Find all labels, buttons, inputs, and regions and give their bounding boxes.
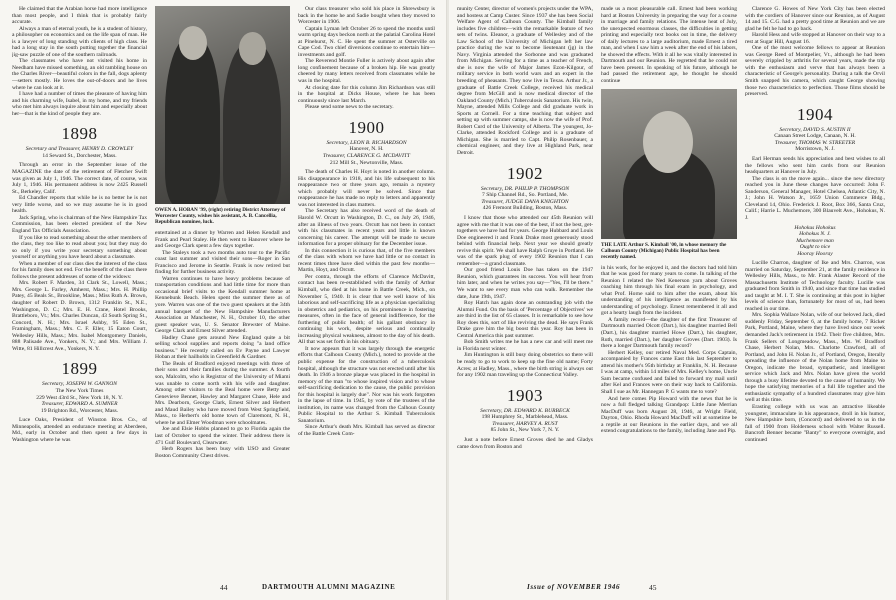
class-year-heading: 1902 [507,163,543,183]
treasurer-line: Treasurer, HARVEY A. RUST [492,420,558,427]
address-line: 19 Brighton Rd., Worcester, Mass. [40,407,119,414]
paragraph: At closing date for this column Jim Richardson was still in the hospital at Dicks House, where he has been continuously since last March. [298,84,435,104]
address-line: 7 Ship Channel Rd., So. Portland, Me. [482,192,568,199]
treasurer-line: Treasurer, EDWARD A. SUMNER [41,401,118,408]
running-footer: DARTMOUTH ALUMNI MAGAZINE [262,583,396,591]
paragraph: Roy Hatch has again done an outstanding job with the Alumni Fund. On the basis of 'Percentage of Objectives' we are third in the list of 65 classes. It is remarkable to see how Roy does this, sort of like reviving the dead. He says Frank Drake gave him the big boost this year. Roy has been in Central America this past summer. [457,300,593,339]
class-year-heading: 1904 [797,104,833,124]
paragraph: Bob Smith writes me he has a new car and will meet me in Florida next winter. [457,339,593,352]
paragraph: Our good friend Louis Doe has taken on the 1947 Reunion, which guarantees its success. You will hear from him later, and when he writes you say—"Yes, I'll be there." We want to see every man who can walk. Remember the date, June 19th, 1947. [457,267,593,300]
verse-line: Hohokus N. J. [799,231,831,237]
paragraph: Earl Herman sends his appreciation and best wishes to all the fellows who sent him cards from our Reunion headquarters at Hanover in July. [745,156,885,176]
address-line: 212 Mill St., Newtonville, Mass. [329,159,404,166]
paragraph: When a member of our class dies the interest of the class for his family does not end. For the benefit of the class there follows the present addresses of some of the widows: [12,260,147,280]
address-line: The New York Times [55,387,104,394]
paragraph: made us a most pleasurable call. Ernest had been working hard at Boston University in preparing the way for a course in marriage and family relations. The intense heat of July, the unexpected enormous classes, the difficulties in getting printing and especially text books out in time, the delivery of daily lectures to a large auditorium, made Ernest a tired man, and when I saw him a week after the end of his labors, he showed the effects. With it all he was vitally interested in Dartmouth and our Reunion. He regretted that he could not have been present. In speaking of his future, although he had passed the retirement age, he thought he should continue [601,6,737,85]
paragraph: If you like to read something about the other members of the class, they too like to read about you; but they may do so only if you write your secretary something about yourself or anything you have heard about a classmate. [12,234,147,261]
right-page [449,0,896,600]
paragraph: Mrs. Sophia Wallace Nolan, wife of our beloved Jack, died suddenly Friday, September 6, at the family home, 7 Ricker Park, Portland, Maine, where they have lived since our week demanded Jack's retirement in 1942. Their five children, Mrs. Frank Sellers of Longmeadow, Mass., Mrs. W. Bradford Chase, Herbert Nolan, Mrs. Charlotte Crawford, all of Portland, and John H. Nolan Jr., of Portland, Oregon, literally spreading the influence of the Nolan home from Maine to Oregon, indicate the broad, sympathetic, and intelligent service which Jack and Mrs. Nolan have given the world through a busy lifetime devoted to the cause of humanity. We hope the satisfying memories of a full life together and the enthusiastic sympathy of a hundred classmates may give him well at this time. [745,312,885,404]
address-line: Morristown, N. J. [795,146,835,153]
paragraph: He claimed that the Arabian horse had more intelligence than most people, and I think that is probably fairly accurate. [12,6,147,26]
running-footer: Issue of NOVEMBER 1946 [527,583,621,591]
paragraph: Warren continues to have heavy problems because of transportation conditions and had little time for more than occasional brief visits to the Kendall summer home at Kennebunk Beach. Helen spent the summer there as of yore. Warren was one of the two guest speakers at the 34th annual banquet of the New Hampshire Manufacturers Association at Manchester, N. H., October 10, the other guest speaker was, U. S. Senator Brewster of Maine. George Clark and Ernest Silver attended. [155,275,290,335]
address-line: 14 Seward St., Dorchester, Mass. [42,152,117,159]
paragraph: And here comes Pip Howard with the news that he is now a full fledged talking Grandpop: Little Jane Merrian MacDuff was born August 28, 1946, at Wright Field, Dayton, Ohio. Rhoda Howard MacDuff will at sometime be a reptile at our Reunions in the earlier days, and we all extend congratulations to the family, including Jane and Pip. [601,395,737,435]
person-face-left [179,26,207,60]
verse-line: Hohokus Hohokus [794,224,836,231]
verse [745,225,885,258]
paragraph: Clarence G. Howes of New York City has been elected with the cordiers of Hanover since our Reunion, as of August 14 and 15. C.G. had a pretty good time at Reunion and we are glad he felt he had to go back. [745,6,885,32]
class-year-heading: 1903 [507,385,543,405]
secretary-line: Secretary, JOSEPH W. GANNON [42,381,117,388]
treasurer-line: Treasurer, CLARENCE G. MCDAVITT [322,152,411,159]
class-year-heading: 1900 [348,117,385,137]
photo-hoban-cancellia [155,6,290,204]
photo-caption: THE LATE Arthur S. Kimball '00, in whose memory the Calhoun County (Michigan) Public Hospital has been recently named. [601,241,727,260]
paragraph: Lucille Charron, daughter of Ike and Mrs. Charron, was married on Saturday, September 21, at the family residence in Wellesley Hills, Mass., to Mr. Frank Alaster Record of the Massachusetts Institute of Technology faculty. Lucille was graduated from Smith in 1940, and since that time has studied and taught at M. I. T. She is continuing at this post in higher levels of science than, fortunately for most of us, had been reached in our time. [745,260,885,312]
paragraph: The death of Charles H. Hoyt is noted in another column. His disappearance in 1918, and his life subsequent to his reappearance two or three years ago, remain a mystery which probably will never be solved. Since that reappearance he has made no reply to letters and apparently was not interested in class matters. [298,169,435,208]
paragraph: Our class treasurer who sold his place in Shrewsbury is back in the home he and Sadie bought when they moved to Worcester in 1906. [298,6,435,26]
paragraph: Please send some news to the secretary. [305,104,394,111]
treasurer-line: Treasurer, THOMAS W. STREETER [774,139,856,146]
paragraph: Just a note before Ernest Groves died he and Gladys came down from Boston and [457,437,593,450]
paragraph: The Beals of Bradford enjoyed meetings with three of their sons and their families during the summer. A fourth son, Malcolm, who is Registrar of the University of Miami was unable to come north with his wife and daughter. Among other visitors to the Beal home were Betty and Genevieve Bennet, Hawley and Margaret Chase, Hele and Mrs. Dearborn, George Clark, Ernest Silver and Herbert and Maud Bailey who have moved from West Springfield, Mass., to Herbert's old home town of Claremont, N. H., where he and Elmer Woodman were schoolmates. [155,360,290,426]
paragraph: Harold Hess and wife stopped at Hanover on their way to a rest at Sugar Hill, August 16. [745,32,885,45]
class-year-heading: 1899 [61,359,98,379]
paragraph: Since Arthur's death Mrs. Kimball has served as director of the Battle Creek Com- [298,424,435,437]
portrait-face [643,111,693,173]
right-column-1 [457,6,593,578]
paragraph: I know that those who attended our 45th Reunion will agree with me that it was one of the best, if not the best, get-togethers we have had for years. George Hubbard and Louis Doe engineered it and Frank Drake most generously stood behind with financial help. Next year we should greatly revive this spirit. We shall have Ralph Gruye in Portland. He was of the spark plug of every 1902 Reunion that I can remember—a grand classmate. [457,214,593,267]
photo-caption: OWEN A. HOBAN '99, (right) retiring District Attorney of Worcester County, wishes his assistant, A. B. Cancellia, Republican nominee, luck. [155,207,286,225]
paragraph: Jim Huntington is still busy doing obstetrics so there will be ready to go to work to keep up the fine old name; Forty Acres; at Hadley, Mass., where the birth string is always out for any 1902 man traveling up the Connecticut Valley. [457,352,593,379]
paragraph: The Reverend Montie Fuller is actively about again after long confinement because of a broken hip. He was greatly cheered by many letters received from classmates while he was in the hospital. [298,58,435,85]
photo-arthur-kimball [601,89,737,239]
paragraph: The classmates who have not visited his home in Needham have missed something, an old rambling house on the Charles River—beautiful colors in the fall, dogs aplenty—setters mostly. He loves the out-of-doors and he lives where he can look at it. [12,58,147,91]
paragraph: Hadley Chase gets around New England quite a bit selling school supplies and reports doing "a land office business." He recently called on Ev Payne and Lawyer Hoban at their hailholds in Greenfield & Gardner. [155,334,290,361]
person-face-right [239,32,266,65]
verse-line: Muchemore man [796,237,834,244]
person-figure-right [223,42,281,204]
paragraph: I have had a number of times the pleasure of having him and his charming wife, Isabel, in my home, and my friends who met him always inquire about him and especially about her—that is the kind of people they are. [12,91,147,117]
verse-line: Hooray Hooray [797,250,833,257]
address-line: Hanover, N. H. [349,146,384,153]
paragraph: Captain Lyman left October 26 to spend the months until warm spring days beckon north at the palatial Carolina Hotel at Pinehurst, N. C. He spent the summer at Osterville on Cape Cod. Two chief diversions continue to entertain him—investments and golf. [298,25,435,58]
left-column-1 [12,6,147,578]
left-page [0,0,447,600]
paragraph: Erasting college with us was an attractive likeable youngster, immaculate in his appearance, droll in his humor, New Hampshire born, (Concord) and delivered to us in the fall of 1900 from Holderness school with Walter Russell. Bancroft Benner became "Banty" to everyone overnight, and continued [745,404,885,443]
paragraph: Joe and Elsie Hobbs planned to go to Florida again the last of October to spend the winter. Their address there is 471 Gulf Boulevard, Clearwater. [155,426,290,446]
page-number: 45 [649,583,657,592]
secretary-line: Secretary, DR. PHILIP P. THOMPSON [480,185,570,192]
paragraph: In this connection it is curious that, of the five members of the class with whom we have had little or no contact in recent times three have died within the past few months—Martin, Hoyt, and Orcutt. [298,247,435,274]
person-figure-left [165,36,220,204]
address-line: 426 Fremont Building, Boston, Mass. [482,205,568,212]
address-line: 198 Humphrey St., Marblehead, Mass. [481,414,569,421]
address-line: Canaan Street Lodge, Canaan, N. H. [774,133,856,140]
paragraph: It now appears that it was largely through the energetic efforts that Calhoun County (Mich.), noted to provide at the public expense for the construction of a tuberculosis hospital, although the structure was not erected until after his death. In 1946 a bronze plaque was placed in the hospital in memory of the man "to whose inspired vision and to whose self-sacrificing dedication to the cause, the public provision for this hospital is largely due". Nor was his work forgotten in the lapse of time. In 1945, by vote of the trustees of the institution, its name was changed from the Calhoun County Public Hospital to the Arthur S. Kimball Tuberculosis Sanatorium. [298,345,435,424]
secretary-line: Secretary, LEON B. RICHARDSON [326,139,407,146]
paragraph: Luce Oaks, President of Winston Bros. Co., of Minneapolis, attended an endurance meeting at Aberdeen, Md., early in October and then spent a few days in Washington where he was [12,417,147,443]
paragraph: in his work, for he enjoyed it, and the doctors had told him that he was good for many years to come. In talking of the Reunion I related the Ned Kenerson yarn about Groves coaching him through his final exam in psychology, and what Prof. Horne said to him after the exam, about his understanding of his intelligence as manifested by his understanding of psychology. Ernest remembered it all and got a hearty laugh from the incident. [601,264,737,317]
left-column-2 [155,6,290,578]
address-line: 85 John St., New York 7, N. Y. [490,427,560,434]
paragraph: Through an error in the September issue of the MAGAZINE the date of the retirement of Fletcher Swift was given as July 1, 1946. The correct date, of course, was July 1, 1946. His permanent address is now 2425 Russell St., Berkeley, Calif. [12,162,147,195]
right-column-3 [745,6,885,578]
paragraph: Herbert Kelley, our retired Naval Med. Corps Captain, accompanied by Frances came East this last September to attend his mother's 95th birthday at Franklin, N. H. Because I was at camp, within 14 miles of Mrs. Kelley's home, Uncle Sam became confused and failed to forward my mail until after Kel and Frances were on their way back to California. Shall I sue as Mr. Hannegan P. G wants me to vote? [601,349,737,395]
paragraph: The Staleys took a two months auto tour to the Pacific coast last summer and visited their sons—Roger in San Francisco and Jerome in Seattle. Frank is now retired but finding for further business activity. [155,249,290,276]
right-column-2 [601,6,737,578]
paragraph: Jack Spring, who is chairman of the New Hampshire Tax Commission, has been elected president of the New England Tax Officials Association. [12,214,147,234]
paragraph: entertained at a dinner by Warren and Helen Kendall and Frank and Pearl Staley. He then went to Hanover where he and George Clark spent a few days together. [155,230,290,250]
paragraph: Ed Chandler reports that while he is no better he is not very little worse, and so we may assume he is in good health. [12,195,147,215]
class-year-heading: 1898 [61,124,98,144]
paragraph: munity Center, director of women's projects under the WPA, and hostess at Camp Custer. Since 1937 she has been Social Welfare Agent of Calhoun County. The Kimball family includes five children—with the remarkable feature of two sets of twins. Eleanor, a graduate of Wellesley and of the Law School of the University of Michigan left her law practice during the war to become lieutenant (jg) in the Navy. Virginia attended the Sorbonne and was graduated from Michigan. Serving for a time as a teacher of French, she is now the wife of Major James Ezon-Kilgour, of military service in both world wars and an expert in the breeding of pheasants. They now live in Texas. Arthur Jr., a graduate of Battle Creek College, received his medical degree from McGill and is now medical director of the Oakland County (Mich.) Tuberculosis Sanatorium. His twin, Mayne, attended Mills College and did graduate work in Sports at Cornell. For a time teaching that subject and setting up with summer camps, she is now the wife of Prof. Robert Curd of the University of Alberta. The youngest, Jo-Clarke, attended Rockford College and is a graduate of Michigan. She is married to Capt. Philip Rosenbauer, a chemical engineer, and they live at Highland Park, near Detroit. [457,6,593,157]
paragraph: A family record—the daughter of the first Treasurer of Dartmouth married Olcott (Dart.), his daughter married Bell (Dart.), his daughter married Howe (Dart.), his daughter, Ruth, married (Dart.), her daughter Groves (Dart. 1903). Is there a longer Dartmouth family record? [601,316,737,350]
left-column-3 [298,6,435,578]
paragraph: One of the most welcome fellows to appear at Reunion was George Reed of Montpelier, Vt., although he had been severely crippled by arthritis for several years, made the trip with the enthusiasm and verve that has always been a characteristic of George's personality. During a talk the Orvil Smith snapped his camera, which caught George showing those two characteristics to perfection. Those films should be preserved. [745,45,885,98]
paragraph: The class is on the move again... since the new directory reached you in June these changes have occurred: John F. Sanderson, General Manager, Hotel Chelsea, Atlantic City, N. J.; John H. Watson Jr., 1659 Union Commerce Bldg., Cleveland 14, Ohio. Frederick J. Root, Box 366, Santa Cruz, Calif.; Harrie L. Muchemore, 300 Blauvelt Ave., Hohokus, N. J. [745,175,885,221]
paragraph: The Secretary has also received word of the death of Harold W. Orcutt in Washington, D. C., on July 26, 1946, after an illness of two years. Orcutt has not been in contact with his classmates in recent years and little is known concerning his career. The attempt will be made to secure information for a proper obituary for the December issue. [298,208,435,248]
secretary-line: Secretary and Treasurer, HENRY D. CROWLEY [25,146,134,153]
paragraph: Always a man of eternal youth, he is a student of history, a philosopher on economics and on the life span of man. He is a lawyer of long standing with clients of high class. He had a long stay in the south putting together the financial jig-saw puzzle of one of the southern railroads. [12,25,147,58]
secretary-line: Secretary, DR. EDWARD K. BURBECK [480,407,570,414]
page-number: 44 [220,583,228,592]
paragraph: Herb Rogers has been busy with USO and Greater Boston Community Chest drives. [155,446,290,459]
address-line: 229 West 43rd St., New York 18, N. Y. [36,394,123,401]
verse-line: Ought to nice [799,244,831,250]
paragraph: Per contra, through the efforts of Clarence McDavitt, contact has been re-established with the family of Arthur Kimball, who died at his home in Battle Creek, Mich., on November 5, 1940. It is clear that we well know of his laborious and self-sacrificing life as a physician specializing in obstetrics and pediatrics, on his prominence in fostering measures, often in the face of general indifference, for the furthering of public health; of his gallant obstinacy in continuing his work, despite serious and continually increasing physical weakness, almost to the day of his death. All that was set forth in his obituary. [298,273,435,346]
paragraph: Mrs. Robert F. Marden, 34 Clark St., Lowell, Mass.; Mrs. George L. Farley, Amherst, Mass.; Mrs. H. Phillip Patey, 45 Beals St., Brookline, Mass.; Miss Ruth A. Brown, daughter of Robert D. Brown, 1312 Franklin St., N.E., Washington, D. C.; Mrs. E. H. Crane, Hotel Brooks, Brattleboro, Vt.; Mrs. Charles Duncan, 43 South Spring St., Concord, N. H.; Mrs. Israel Ashby, 95 Eden St., Framingham, Mass.; Mrs. C. F. Eller, 15 Eaton Court, Wellesley Hills, Mass.; Mrs. Isabel Montgomery Daniels, 888 Palisade Ave., Yonkers, N. Y.; and Mrs. William J. Witte, 81 Hillcrest Ave., Yonkers, N. Y. [12,280,147,352]
treasurer-line: Treasurer, JUDGE DANA KNIGHTON [481,198,569,205]
secretary-line: Secretary, DAVID S. AUSTIN II [779,126,851,133]
